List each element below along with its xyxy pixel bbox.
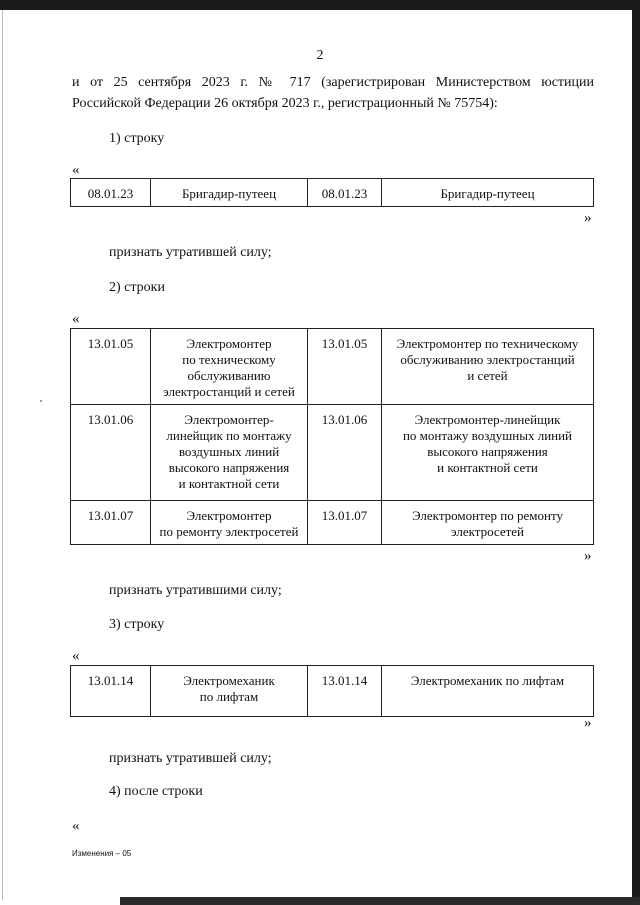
name-line: Электромонтер-линейщик — [414, 412, 561, 427]
code-b: 13.01.14 — [308, 666, 382, 717]
name-line: электросетей — [450, 524, 525, 539]
intro-paragraph — [72, 72, 594, 114]
name-line: и сетей — [467, 368, 508, 383]
table-row — [71, 179, 594, 207]
name-line: и контактной сети — [437, 460, 538, 475]
scan-border-bottom — [120, 897, 640, 905]
quote-open-1: « — [72, 162, 80, 178]
code-a: 08.01.23 — [71, 179, 151, 207]
name-line: по монтажу воздушных линий — [402, 428, 573, 443]
name-line: Электромонтер — [186, 508, 272, 523]
name-line: обслуживанию электростанций — [400, 352, 575, 367]
code-b: 08.01.23 — [308, 179, 382, 207]
name-line: Электромонтер- — [184, 412, 274, 427]
code-a: 13.01.14 — [71, 666, 151, 717]
name-b — [382, 666, 594, 717]
item-2-label: 2) строки — [109, 280, 165, 295]
name-line: обслуживанию — [187, 368, 271, 383]
scan-border-right — [632, 0, 640, 905]
name-b: Бригадир-путеец — [382, 179, 594, 207]
table-2 — [70, 328, 594, 545]
name-line: Электромонтер по ремонту — [412, 508, 563, 523]
name-line: Электромеханик по лифтам — [410, 673, 565, 688]
name-line: по лифтам — [199, 689, 259, 704]
after-item-1: признать утратившей силу; — [109, 245, 272, 260]
item-4-label: 4) после строки — [109, 784, 203, 799]
scan-border-left — [2, 10, 3, 900]
table-row — [71, 405, 594, 501]
intro-line-2: Российской Федерации 26 октября 2023 г., регистрационный № 75754): — [72, 96, 498, 111]
name-line: по техническому — [182, 352, 276, 367]
name-b — [382, 405, 594, 501]
table-row — [71, 329, 594, 405]
quote-open-2: « — [72, 311, 80, 327]
name-a — [151, 405, 308, 501]
quote-close-1: » — [584, 210, 592, 226]
quote-open-3: « — [72, 648, 80, 664]
quote-close-2: » — [584, 548, 592, 564]
name-a — [151, 501, 308, 545]
quote-close-3: » — [584, 715, 592, 731]
code-b: 13.01.05 — [308, 329, 382, 405]
name-a: Бригадир-путеец — [151, 179, 308, 207]
name-line: Электромонтер по техническому — [396, 336, 579, 351]
table-1 — [70, 178, 594, 207]
code-a: 13.01.05 — [71, 329, 151, 405]
code-a: 13.01.07 — [71, 501, 151, 545]
name-line: по ремонту электросетей — [159, 524, 299, 539]
code-b: 13.01.07 — [308, 501, 382, 545]
intro-line-1: и от 25 сентября 2023 г. № 717 (зарегистрирован Министерством юстиции — [72, 75, 594, 90]
name-b — [382, 501, 594, 545]
scan-speck — [40, 400, 42, 402]
name-line: высокого напряжения — [427, 444, 548, 459]
page-number: 2 — [316, 48, 324, 63]
item-3-label: 3) строку — [109, 617, 165, 632]
after-item-2: признать утратившими силу; — [109, 583, 282, 598]
name-line: воздушных линий — [178, 444, 280, 459]
table-row — [71, 501, 594, 545]
table-row — [71, 666, 594, 717]
name-a — [151, 329, 308, 405]
name-line: и контактной сети — [178, 476, 280, 491]
name-a — [151, 666, 308, 717]
scan-border-top — [0, 0, 632, 10]
name-b — [382, 329, 594, 405]
name-line: электростанций и сетей — [163, 384, 295, 399]
quote-open-4: « — [72, 818, 80, 834]
item-1-label: 1) строку — [109, 131, 165, 146]
after-item-3: признать утратившей силу; — [109, 751, 272, 766]
name-line: линейщик по монтажу — [166, 428, 292, 443]
code-b: 13.01.06 — [308, 405, 382, 501]
footer-revision: Изменения – 05 — [72, 849, 132, 858]
name-line: Электромеханик — [183, 673, 275, 688]
name-line: высокого напряжения — [168, 460, 290, 475]
table-3 — [70, 665, 594, 717]
name-line: Электромонтер — [186, 336, 272, 351]
code-a: 13.01.06 — [71, 405, 151, 501]
